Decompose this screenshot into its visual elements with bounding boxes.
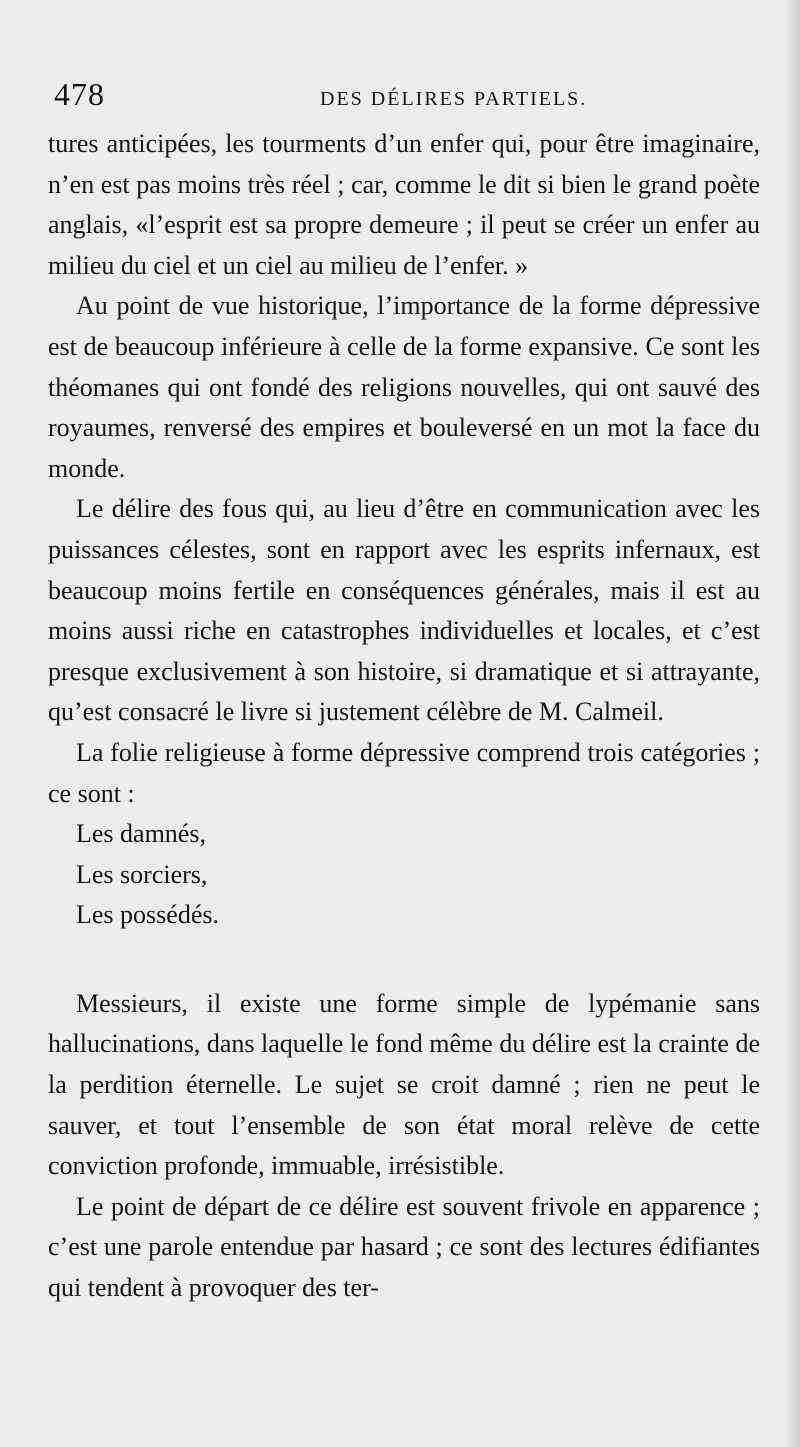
paragraph-infernal-delirium: Le délire des fous qui, au lieu d’être en communication avec les puissances célestes, sont en rapport avec les esprits infernaux, est beaucoup moins fertile en conséquences générales, mais il est au moins aussi riche en catastrophes individuelles et locales, et c’est presque exclusivement à son histoire, si dramatique et si attrayante, qu’est consacré le livre si justement célèbre de M. Calmeil. (48, 494, 760, 727)
page-number: 478 (54, 76, 105, 112)
list-item: Les sorciers, (76, 859, 208, 889)
paragraph-starting-point: Le point de départ de ce délire est souvent frivole en apparence ; c’est une parole entendue par hasard ; ce sont des lectures édifiantes qui tendent à provoquer des ter- (48, 1191, 760, 1303)
paragraph-lypemania: Messieurs, il existe une forme simple de lypémanie sans hallucinations, dans laquelle le fond même du délire est la crainte de la perdition éternelle. Le sujet se croit damné ; rien ne peut le sauver, et tout l’ensemble de son état moral relève de cette conviction profonde, immuable, irrésistible. (48, 988, 760, 1181)
list-item: Les damnés, (76, 819, 206, 849)
running-head (48, 76, 760, 116)
category-list (48, 814, 760, 936)
list-item: Les possédés. (76, 900, 219, 930)
section-gap (48, 936, 760, 984)
paragraph-continued: tures anticipées, les tourments d’un enfer qui, pour être imaginaire, n’en est pas moins très réel ; car, comme le dit si bien le grand poète anglais, «l’esprit est sa propre demeure ; il peut se créer un enfer au milieu du ciel et un ciel au milieu de l’enfer. » (48, 129, 760, 280)
body-text (48, 124, 760, 1309)
paragraph-historical-view: Au point de vue historique, l’importance de la forme dépressive est de beaucoup inférieure à celle de la forme expansive. Ce sont les théomanes qui ont fondé des religions nouvelles, qui ont sauvé des royaumes, renversé des empires et bouleversé en un mot la face du monde. (48, 291, 760, 483)
running-title: DES DÉLIRES PARTIELS. (320, 88, 588, 110)
paragraph-categories: La folie religieuse à forme dépressive comprend trois catégories ; ce sont : (48, 737, 760, 808)
